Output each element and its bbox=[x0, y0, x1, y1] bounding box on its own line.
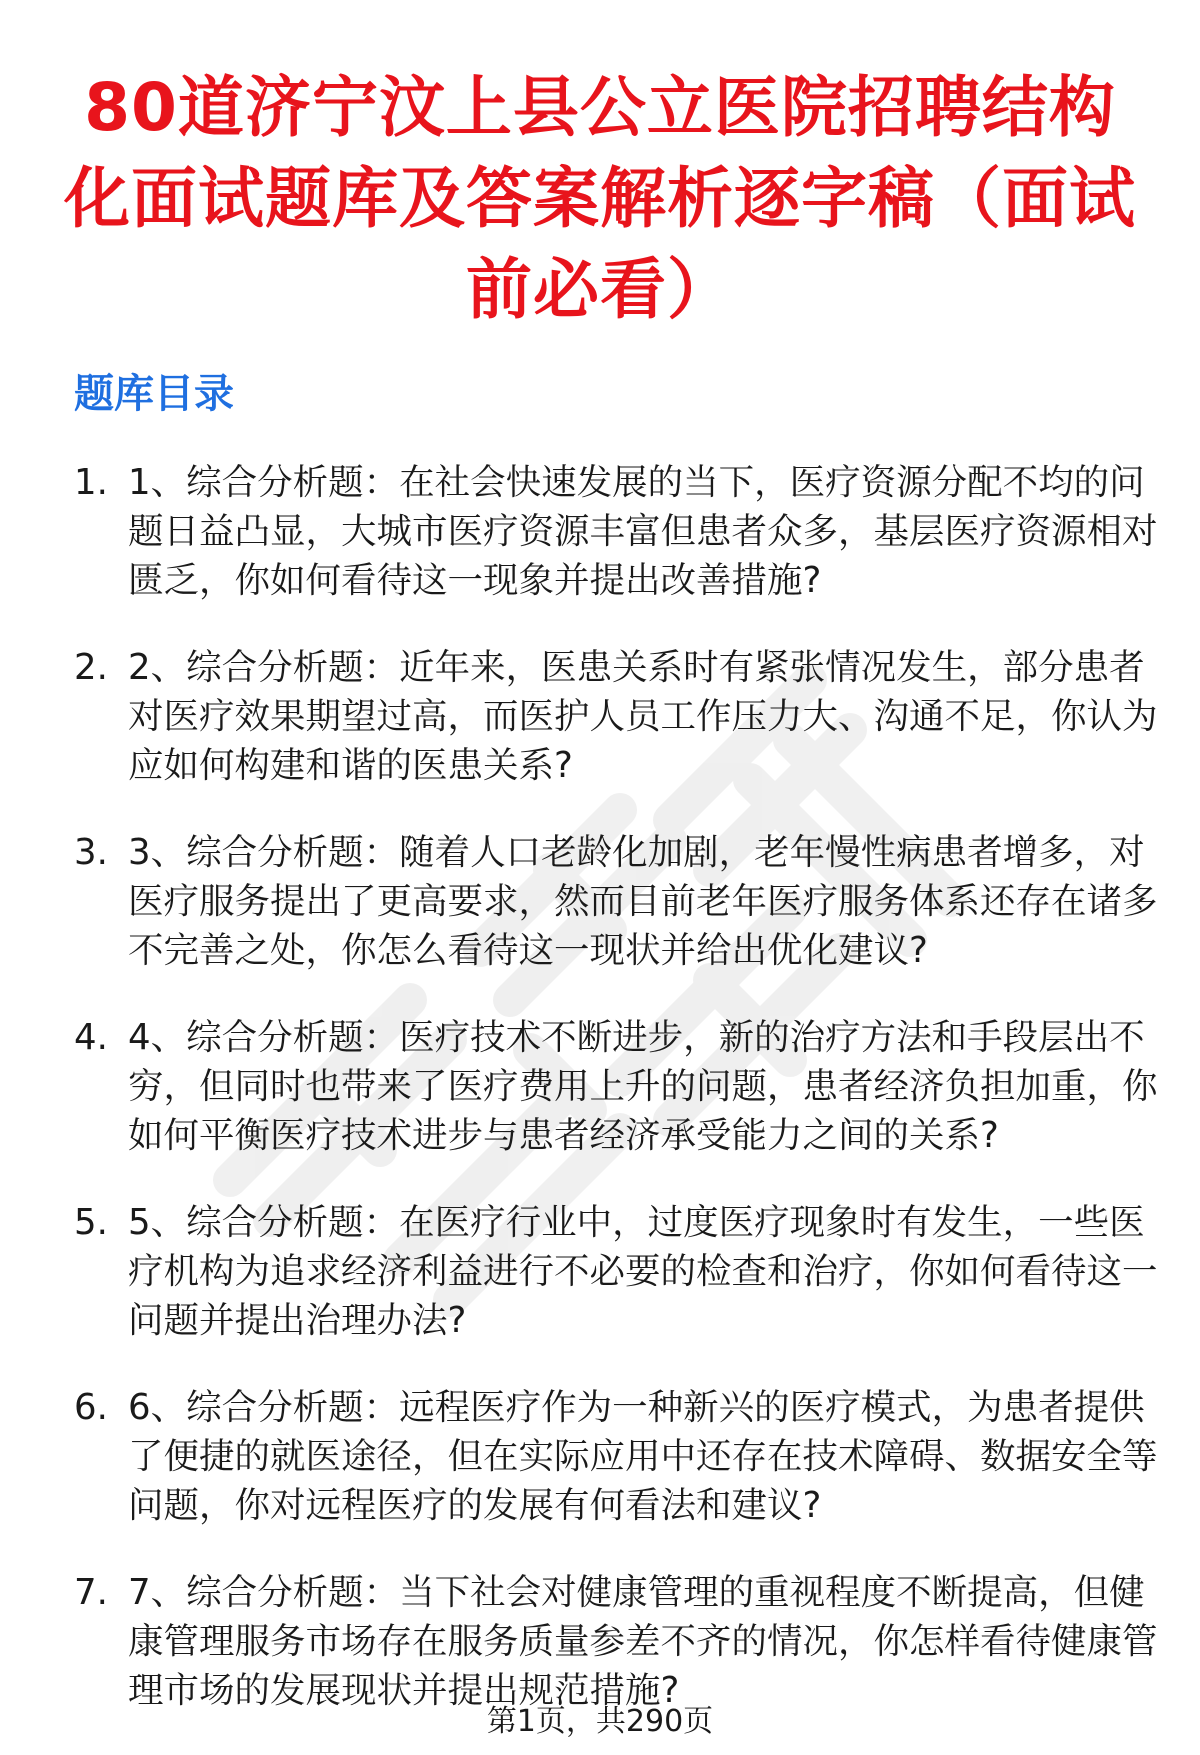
page-footer: 第1页，共290页 bbox=[486, 1704, 714, 1739]
list-item-text: 7、综合分析题：当下社会对健康管理的重视程度不断提高，但健康管理服务市场存在服务质量参差不齐的情况，你怎样看待健康管理市场的发展现状并提出规范措施? bbox=[128, 1572, 1158, 1711]
list-item bbox=[0, 458, 1158, 605]
question-list bbox=[0, 458, 1200, 1753]
list-item bbox=[0, 828, 1158, 975]
list-item-number: 6. bbox=[74, 1387, 108, 1428]
list-item-number: 7. bbox=[74, 1572, 108, 1613]
list-item-text: 1、综合分析题：在社会快速发展的当下，医疗资源分配不均的问题日益凸显，大城市医疗资源丰富但患者众多，基层医疗资源相对匮乏，你如何看待这一现象并提出改善措施? bbox=[128, 462, 1158, 601]
list-item-text: 6、综合分析题：远程医疗作为一种新兴的医疗模式，为患者提供了便捷的就医途径，但在实际应用中还存在技术障碍、数据安全等问题，你对远程医疗的发展有何看法和建议? bbox=[128, 1387, 1158, 1526]
list-item bbox=[0, 1383, 1158, 1530]
list-item-number: 5. bbox=[74, 1202, 108, 1243]
document-title: 80道济宁汶上县公立医院招聘结构化面试题库及答案解析逐字稿（面试前必看） bbox=[64, 69, 1136, 328]
list-item-text: 3、综合分析题：随着人口老龄化加剧，老年慢性病患者增多，对医疗服务提出了更高要求，然而目前老年医疗服务体系还存在诸多不完善之处，你怎么看待这一现状并给出优化建议? bbox=[128, 832, 1158, 971]
list-item bbox=[0, 643, 1158, 790]
toc-heading: 题库目录 bbox=[74, 371, 234, 417]
list-item-number: 4. bbox=[74, 1017, 108, 1058]
list-item-text: 2、综合分析题：近年来，医患关系时有紧张情况发生，部分患者对医疗效果期望过高，而医护人员工作压力大、沟通不足，你认为应如何构建和谐的医患关系? bbox=[128, 647, 1158, 786]
list-item-text: 4、综合分析题：医疗技术不断进步，新的治疗方法和手段层出不穷，但同时也带来了医疗费用上升的问题，患者经济负担加重，你如何平衡医疗技术进步与患者经济承受能力之间的关系? bbox=[128, 1017, 1158, 1156]
list-item bbox=[0, 1568, 1158, 1715]
list-item-number: 1. bbox=[74, 462, 108, 503]
list-item-text: 5、综合分析题：在医疗行业中，过度医疗现象时有发生，一些医疗机构为追求经济利益进行不必要的检查和治疗，你如何看待这一问题并提出治理办法? bbox=[128, 1202, 1158, 1341]
list-item-number: 2. bbox=[74, 647, 108, 688]
list-item bbox=[0, 1198, 1158, 1345]
list-item-number: 3. bbox=[74, 832, 108, 873]
list-item bbox=[0, 1013, 1158, 1160]
